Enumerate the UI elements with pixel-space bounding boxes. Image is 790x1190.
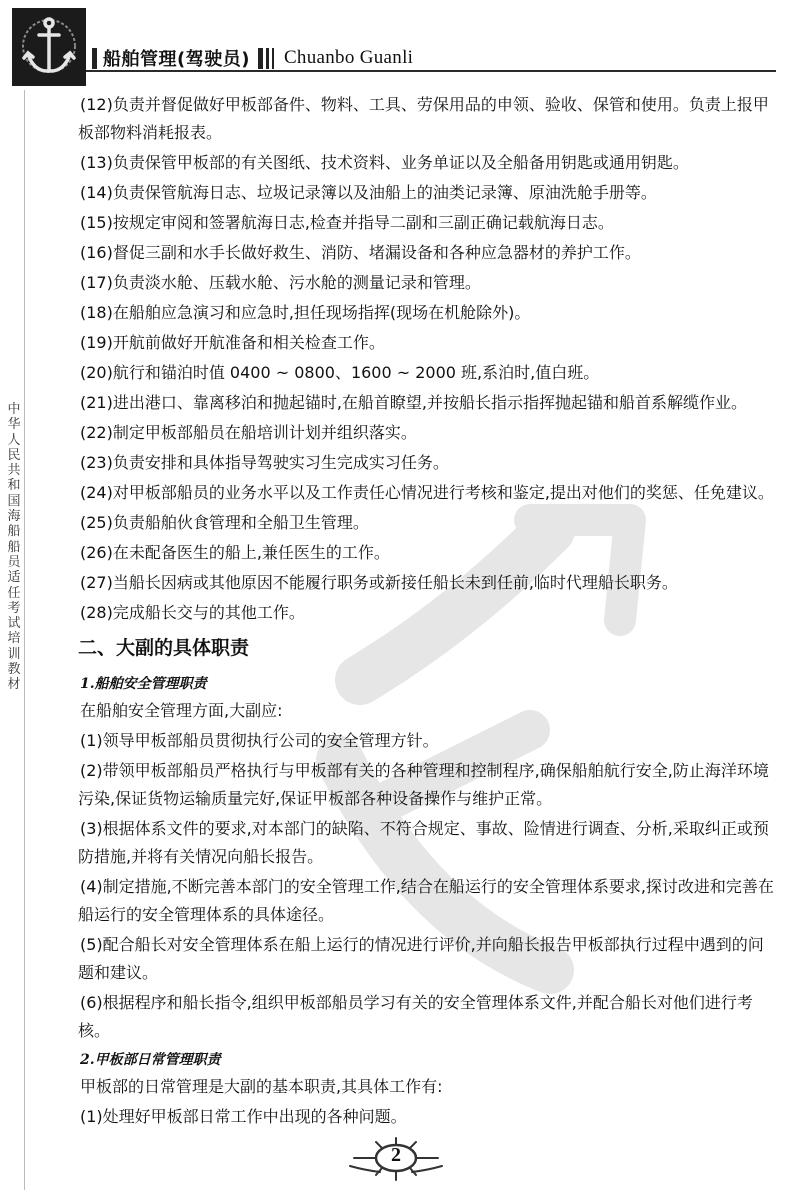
safety-duty-item: (4)制定措施,不断完善本部门的安全管理工作,结合在船运行的安全管理体系要求,探讨改进和完善在船运行的安全管理体系的具体途径。 — [78, 877, 774, 924]
duty-item: (19)开航前做好开航准备和相关检查工作。 — [80, 333, 385, 352]
header-title: 船舶管理(驾驶员) — [103, 49, 250, 70]
safety-duty-item: (6)根据程序和船长指令,组织甲板部船员学习有关的安全管理体系文件,并配合船长对他们进行考核。 — [78, 993, 753, 1040]
daily-duty-item: (1)处理好甲板部日常工作中出现的各种问题。 — [80, 1107, 407, 1126]
duty-item: (27)当船长因病或其他原因不能履行职务或新接任船长未到任前,临时代理船长职务。 — [80, 573, 678, 592]
duty-item: (13)负责保管甲板部的有关图纸、技术资料、业务单证以及全船备用钥匙或通用钥匙。 — [80, 153, 689, 172]
subsection-heading-2: 2.甲板部日常管理职责 — [80, 1052, 221, 1068]
duty-item: (22)制定甲板部船员在船培训计划并组织落实。 — [80, 423, 417, 442]
page-number: 2 — [391, 1144, 401, 1166]
duty-item: (20)航行和锚泊时值 0400 ~ 0800、1600 ~ 2000 班,系泊时,值白班。 — [80, 363, 600, 382]
header-subtitle: Chuanbo Guanli — [283, 47, 414, 68]
safety-duty-item: (5)配合船长对安全管理体系在船上运行的情况进行评价,并向船长报告甲板部执行过程中遇到的问题和建议。 — [78, 935, 764, 982]
duty-item: (17)负责淡水舱、压载水舱、污水舱的测量记录和管理。 — [80, 273, 481, 292]
header-title-block — [92, 45, 413, 71]
duty-item: (28)完成船长交与的其他工作。 — [80, 603, 305, 622]
series-vertical-title: 中华人民共和国海船船员适任考试培训教材 — [7, 402, 21, 693]
duty-item: (24)对甲板部船员的业务水平以及工作责任心情况进行考核和鉴定,提出对他们的奖惩、任免建议。 — [80, 483, 774, 502]
safety-duty-item: (1)领导甲板部船员贯彻执行公司的安全管理方针。 — [80, 731, 439, 750]
duty-item: (18)在船舶应急演习和应急时,担任现场指挥(现场在机舱除外)。 — [80, 303, 531, 322]
header-separator-bars — [258, 48, 274, 69]
page-header — [0, 0, 790, 90]
side-divider — [24, 90, 25, 1190]
duty-item: (16)督促三副和水手长做好救生、消防、堵漏设备和各种应急器材的养护工作。 — [80, 243, 641, 262]
safety-duty-item: (3)根据体系文件的要求,对本部门的缺陷、不符合规定、事故、险情进行调查、分析,采取纠正或预防措施,并将有关情况向船长报告。 — [78, 819, 769, 866]
duty-item: (25)负责船舶伙食管理和全船卫生管理。 — [80, 513, 369, 532]
side-strip — [0, 90, 26, 1190]
duty-item: (26)在未配备医生的船上,兼任医生的工作。 — [80, 543, 390, 562]
duty-list-continued — [78, 91, 774, 627]
duty-item: (23)负责安排和具体指导驾驶实习生完成实习任务。 — [80, 453, 449, 472]
duty-item: (14)负责保管航海日志、垃圾记录簿以及油船上的油类记录簿、原油洗舱手册等。 — [80, 183, 657, 202]
subsection-intro-1: 在船舶安全管理方面,大副应: — [80, 701, 283, 720]
duty-item: (15)按规定审阅和签署航海日志,检查并指导二副和三副正确记载航海日志。 — [80, 213, 614, 232]
duty-item: (12)负责并督促做好甲板部备件、物料、工具、劳保用品的申领、验收、保管和使用。负责上报甲板部物料消耗报表。 — [78, 95, 769, 142]
section-heading: 二、大副的具体职责 — [78, 637, 250, 659]
subsection-heading-1: 1.船舶安全管理职责 — [80, 676, 207, 692]
anchor-icon — [12, 8, 86, 86]
page-content — [78, 91, 774, 1133]
subsection-intro-2: 甲板部的日常管理是大副的基本职责,其具体工作有: — [80, 1077, 443, 1096]
page-footer — [346, 1136, 446, 1184]
safety-duty-list — [78, 727, 774, 1045]
daily-duty-list — [78, 1103, 774, 1131]
duty-item: (21)进出港口、靠离移泊和抛起锚时,在船首瞭望,并按船长指示指挥抛起锚和船首系解缆作业。 — [80, 393, 748, 412]
safety-duty-item: (2)带领甲板部船员严格执行与甲板部有关的各种管理和控制程序,确保船舶航行安全,防止海洋环境污染,保证货物运输质量完好,保证甲板部各种设备操作与维护正常。 — [78, 761, 769, 808]
header-bar-left — [92, 48, 97, 69]
